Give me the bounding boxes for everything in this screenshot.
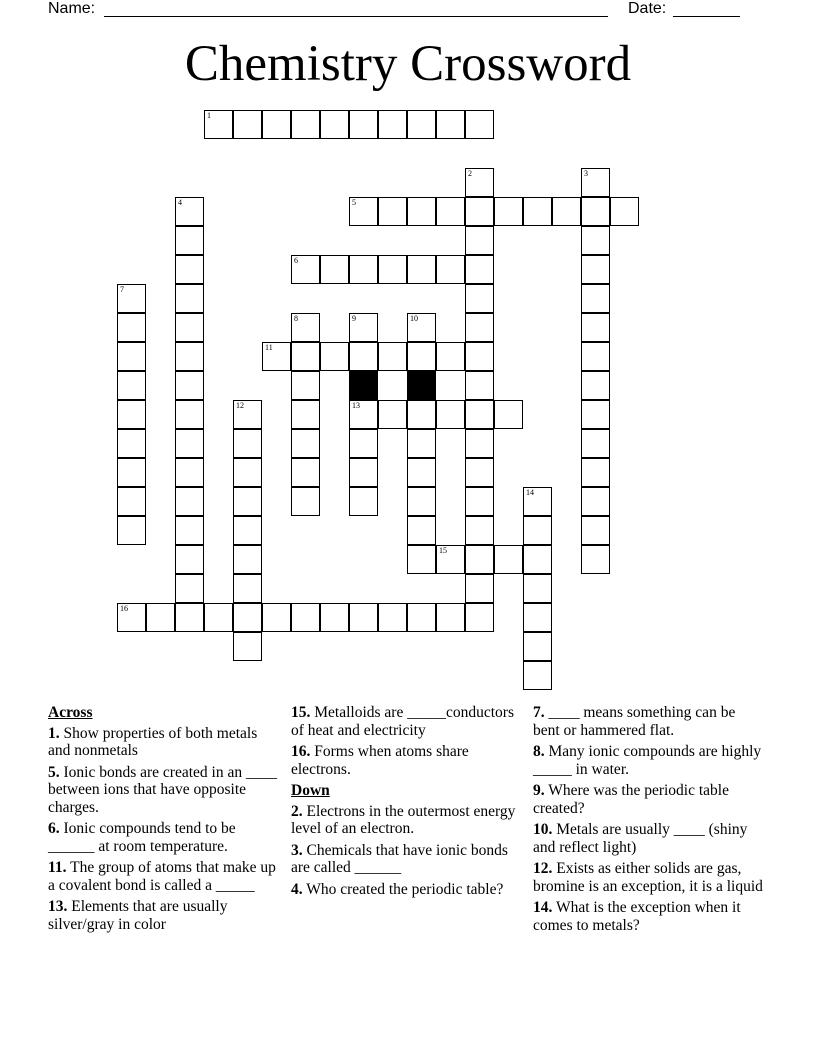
crossword-cell[interactable] [117, 371, 146, 400]
crossword-cell[interactable] [291, 429, 320, 458]
crossword-cell[interactable] [233, 603, 262, 632]
crossword-cell[interactable] [349, 429, 378, 458]
crossword-cell[interactable] [262, 342, 291, 371]
crossword-cell[interactable] [610, 197, 639, 226]
clue-number-label: 9 [352, 314, 356, 323]
crossword-cell[interactable] [117, 458, 146, 487]
clue-number-label: 5 [352, 198, 356, 207]
crossword-cell[interactable] [320, 255, 349, 284]
clue-across-1: 1. Show properties of both metals and nonmetals [48, 724, 258, 759]
crossword-cell[interactable] [407, 197, 436, 226]
crossword-cell[interactable] [523, 661, 552, 690]
crossword-cell[interactable] [465, 255, 494, 284]
crossword-cell[interactable] [407, 487, 436, 516]
crossword-cell[interactable] [494, 197, 523, 226]
crossword-cell[interactable] [465, 110, 494, 139]
crossword-cell[interactable] [581, 429, 610, 458]
clue-number-label: 3 [584, 169, 588, 178]
crossword-cell[interactable] [465, 342, 494, 371]
crossword-cell[interactable] [378, 197, 407, 226]
across-heading: Across [48, 704, 93, 721]
crossword-cell[interactable] [233, 458, 262, 487]
crossword-cell[interactable] [494, 400, 523, 429]
crossword-cell[interactable] [523, 603, 552, 632]
crossword-cell[interactable] [146, 603, 175, 632]
clues-column-2 [291, 704, 523, 902]
crossword-cell[interactable] [465, 197, 494, 226]
crossword-cell[interactable] [465, 371, 494, 400]
black-square [349, 371, 378, 400]
crossword-cell[interactable] [581, 197, 610, 226]
crossword-cell[interactable] [523, 574, 552, 603]
crossword-cell[interactable] [349, 197, 378, 226]
clue-number-label: 15 [439, 546, 447, 555]
crossword-cell[interactable] [349, 342, 378, 371]
crossword-cell[interactable] [523, 487, 552, 516]
down-heading: Down [291, 782, 330, 799]
crossword-cell[interactable] [233, 110, 262, 139]
crossword-cell[interactable] [320, 342, 349, 371]
crossword-cell[interactable] [175, 342, 204, 371]
crossword-cell[interactable] [581, 371, 610, 400]
crossword-cell[interactable] [465, 429, 494, 458]
crossword-cell[interactable] [349, 487, 378, 516]
crossword-cell[interactable] [349, 255, 378, 284]
crossword-cell[interactable] [117, 603, 146, 632]
clues-column-3 [533, 704, 765, 938]
crossword-cell[interactable] [407, 458, 436, 487]
clue-across-11: 11. The group of atoms that make up a covalent bond is called a _____ [48, 859, 276, 894]
clues-column-1 [48, 704, 280, 937]
clue-down-4: 4. Who created the periodic table? [291, 880, 504, 898]
page-title: Chemistry Crossword [184, 36, 632, 92]
crossword-cell[interactable] [262, 110, 291, 139]
crossword-cell[interactable] [117, 313, 146, 342]
crossword-cell[interactable] [523, 197, 552, 226]
clue-across-15: 15. Metalloids are _____conductors of heat and electricity [291, 704, 514, 739]
clue-number-label: 12 [236, 401, 244, 410]
crossword-cell[interactable] [581, 545, 610, 574]
crossword-cell[interactable] [436, 545, 465, 574]
crossword-cell[interactable] [581, 458, 610, 487]
name-label: Name: [48, 0, 96, 17]
crossword-cell[interactable] [581, 516, 610, 545]
crossword-cell[interactable] [407, 516, 436, 545]
crossword-cell[interactable] [407, 545, 436, 574]
date-label: Date: [628, 0, 667, 17]
clue-number-label: 6 [294, 256, 298, 265]
crossword-cell[interactable] [465, 284, 494, 313]
crossword-cell[interactable] [436, 603, 465, 632]
crossword-cell[interactable] [291, 255, 320, 284]
clue-number-label: 10 [410, 314, 418, 323]
crossword-cell[interactable] [117, 487, 146, 516]
crossword-cell[interactable] [407, 342, 436, 371]
crossword-cell[interactable] [320, 110, 349, 139]
crossword-cell[interactable] [465, 226, 494, 255]
crossword-cell[interactable] [436, 400, 465, 429]
crossword-cell[interactable] [291, 371, 320, 400]
crossword-cell[interactable] [175, 226, 204, 255]
crossword-cell[interactable] [465, 574, 494, 603]
crossword-cell[interactable] [291, 110, 320, 139]
crossword-cell[interactable] [436, 197, 465, 226]
crossword-cell[interactable] [494, 545, 523, 574]
crossword-cell[interactable] [378, 400, 407, 429]
crossword-cell[interactable] [523, 516, 552, 545]
black-square [407, 371, 436, 400]
crossword-cell[interactable] [291, 313, 320, 342]
crossword-cell[interactable] [204, 603, 233, 632]
clue-down-14: 14. What is the exception when it comes to metals? [533, 899, 741, 934]
crossword-cell[interactable] [175, 400, 204, 429]
crossword-cell[interactable] [233, 545, 262, 574]
crossword-cell[interactable] [233, 487, 262, 516]
crossword-cell[interactable] [349, 313, 378, 342]
clue-number-label: 11 [265, 343, 273, 352]
clue-across-13: 13. Elements that are usually silver/gray in color [48, 898, 228, 933]
crossword-cell[interactable] [233, 400, 262, 429]
crossword-cell[interactable] [349, 458, 378, 487]
crossword-cell[interactable] [291, 458, 320, 487]
crossword-cell[interactable] [175, 371, 204, 400]
crossword-cell[interactable] [407, 429, 436, 458]
clue-number-label: 8 [294, 314, 298, 323]
crossword-cell[interactable] [523, 632, 552, 661]
crossword-cell[interactable] [581, 255, 610, 284]
crossword-cell[interactable] [465, 400, 494, 429]
crossword-cell[interactable] [378, 342, 407, 371]
crossword-cell[interactable] [175, 284, 204, 313]
crossword-cell[interactable] [175, 603, 204, 632]
clue-number-label: 2 [468, 169, 472, 178]
crossword-cell[interactable] [465, 313, 494, 342]
crossword-cell[interactable] [378, 110, 407, 139]
crossword-cell[interactable] [320, 603, 349, 632]
crossword-cell[interactable] [581, 226, 610, 255]
crossword-cell[interactable] [581, 168, 610, 197]
clue-number-label: 16 [120, 604, 128, 613]
clue-down-12: 12. Exists as either solids are gas, bromine is an exception, it is a liquid [533, 860, 763, 895]
clue-down-3: 3. Chemicals that have ionic bonds are called ______ [291, 841, 508, 876]
clue-number-label: 13 [352, 401, 360, 410]
crossword-cell[interactable] [349, 603, 378, 632]
clue-across-5: 5. Ionic bonds are created in an ____ between ions that have opposite charges. [48, 763, 277, 816]
crossword-cell[interactable] [581, 284, 610, 313]
crossword-cell[interactable] [117, 342, 146, 371]
crossword-cell[interactable] [465, 603, 494, 632]
crossword-cell[interactable] [175, 574, 204, 603]
clue-down-7: 7. ____ means something can be bent or hammered flat. [533, 704, 736, 739]
crossword-cell[interactable] [378, 603, 407, 632]
crossword-cell[interactable] [436, 110, 465, 139]
crossword-cell[interactable] [233, 429, 262, 458]
crossword-cell[interactable] [175, 458, 204, 487]
clue-down-10: 10. Metals are usually ____ (shiny and reflect light) [533, 821, 748, 856]
clue-number-label: 1 [207, 111, 211, 120]
clue-across-6: 6. Ionic compounds tend to be ______ at room temperature. [48, 820, 236, 855]
clue-down-8: 8. Many ionic compounds are highly _____ in water. [533, 743, 762, 778]
crossword-cell[interactable] [349, 110, 378, 139]
crossword-cell[interactable] [349, 400, 378, 429]
crossword-cell[interactable] [436, 255, 465, 284]
crossword-cell[interactable] [291, 342, 320, 371]
crossword-cell[interactable] [175, 255, 204, 284]
crossword-cell[interactable] [407, 313, 436, 342]
crossword-cell[interactable] [581, 313, 610, 342]
clue-across-16: 16. Forms when atoms share electrons. [291, 743, 469, 778]
crossword-cell[interactable] [465, 545, 494, 574]
crossword-cell[interactable] [552, 197, 581, 226]
crossword-cell[interactable] [233, 574, 262, 603]
crossword-cell[interactable] [407, 400, 436, 429]
crossword-cell[interactable] [175, 545, 204, 574]
crossword-cell[interactable] [291, 487, 320, 516]
crossword-cell[interactable] [436, 342, 465, 371]
crossword-cell[interactable] [407, 255, 436, 284]
crossword-cell[interactable] [204, 110, 233, 139]
clue-down-9: 9. Where was the periodic table created? [533, 782, 729, 817]
crossword-cell[interactable] [117, 284, 146, 313]
crossword-cell[interactable] [465, 516, 494, 545]
crossword-cell[interactable] [175, 429, 204, 458]
crossword-cell[interactable] [262, 603, 291, 632]
crossword-cell[interactable] [581, 342, 610, 371]
crossword-cell[interactable] [117, 429, 146, 458]
crossword-cell[interactable] [233, 516, 262, 545]
crossword-cell[interactable] [175, 516, 204, 545]
crossword-cell[interactable] [233, 632, 262, 661]
crossword-cell[interactable] [175, 487, 204, 516]
clue-down-2: 2. Electrons in the outermost energy level of an electron. [291, 802, 516, 837]
clue-number-label: 7 [120, 285, 124, 294]
crossword-cell[interactable] [175, 197, 204, 226]
crossword-cell[interactable] [407, 110, 436, 139]
crossword-cell[interactable] [581, 400, 610, 429]
crossword-cell[interactable] [523, 545, 552, 574]
crossword-cell[interactable] [117, 516, 146, 545]
crossword-cell[interactable] [117, 400, 146, 429]
crossword-cell[interactable] [175, 313, 204, 342]
crossword-cell[interactable] [465, 487, 494, 516]
crossword-cell[interactable] [291, 603, 320, 632]
crossword-cell[interactable] [465, 458, 494, 487]
clue-number-label: 14 [526, 488, 534, 497]
clue-number-label: 4 [178, 198, 182, 207]
crossword-cell[interactable] [581, 487, 610, 516]
crossword-cell[interactable] [407, 603, 436, 632]
crossword-cell[interactable] [378, 255, 407, 284]
crossword-cell[interactable] [465, 168, 494, 197]
crossword-cell[interactable] [291, 400, 320, 429]
